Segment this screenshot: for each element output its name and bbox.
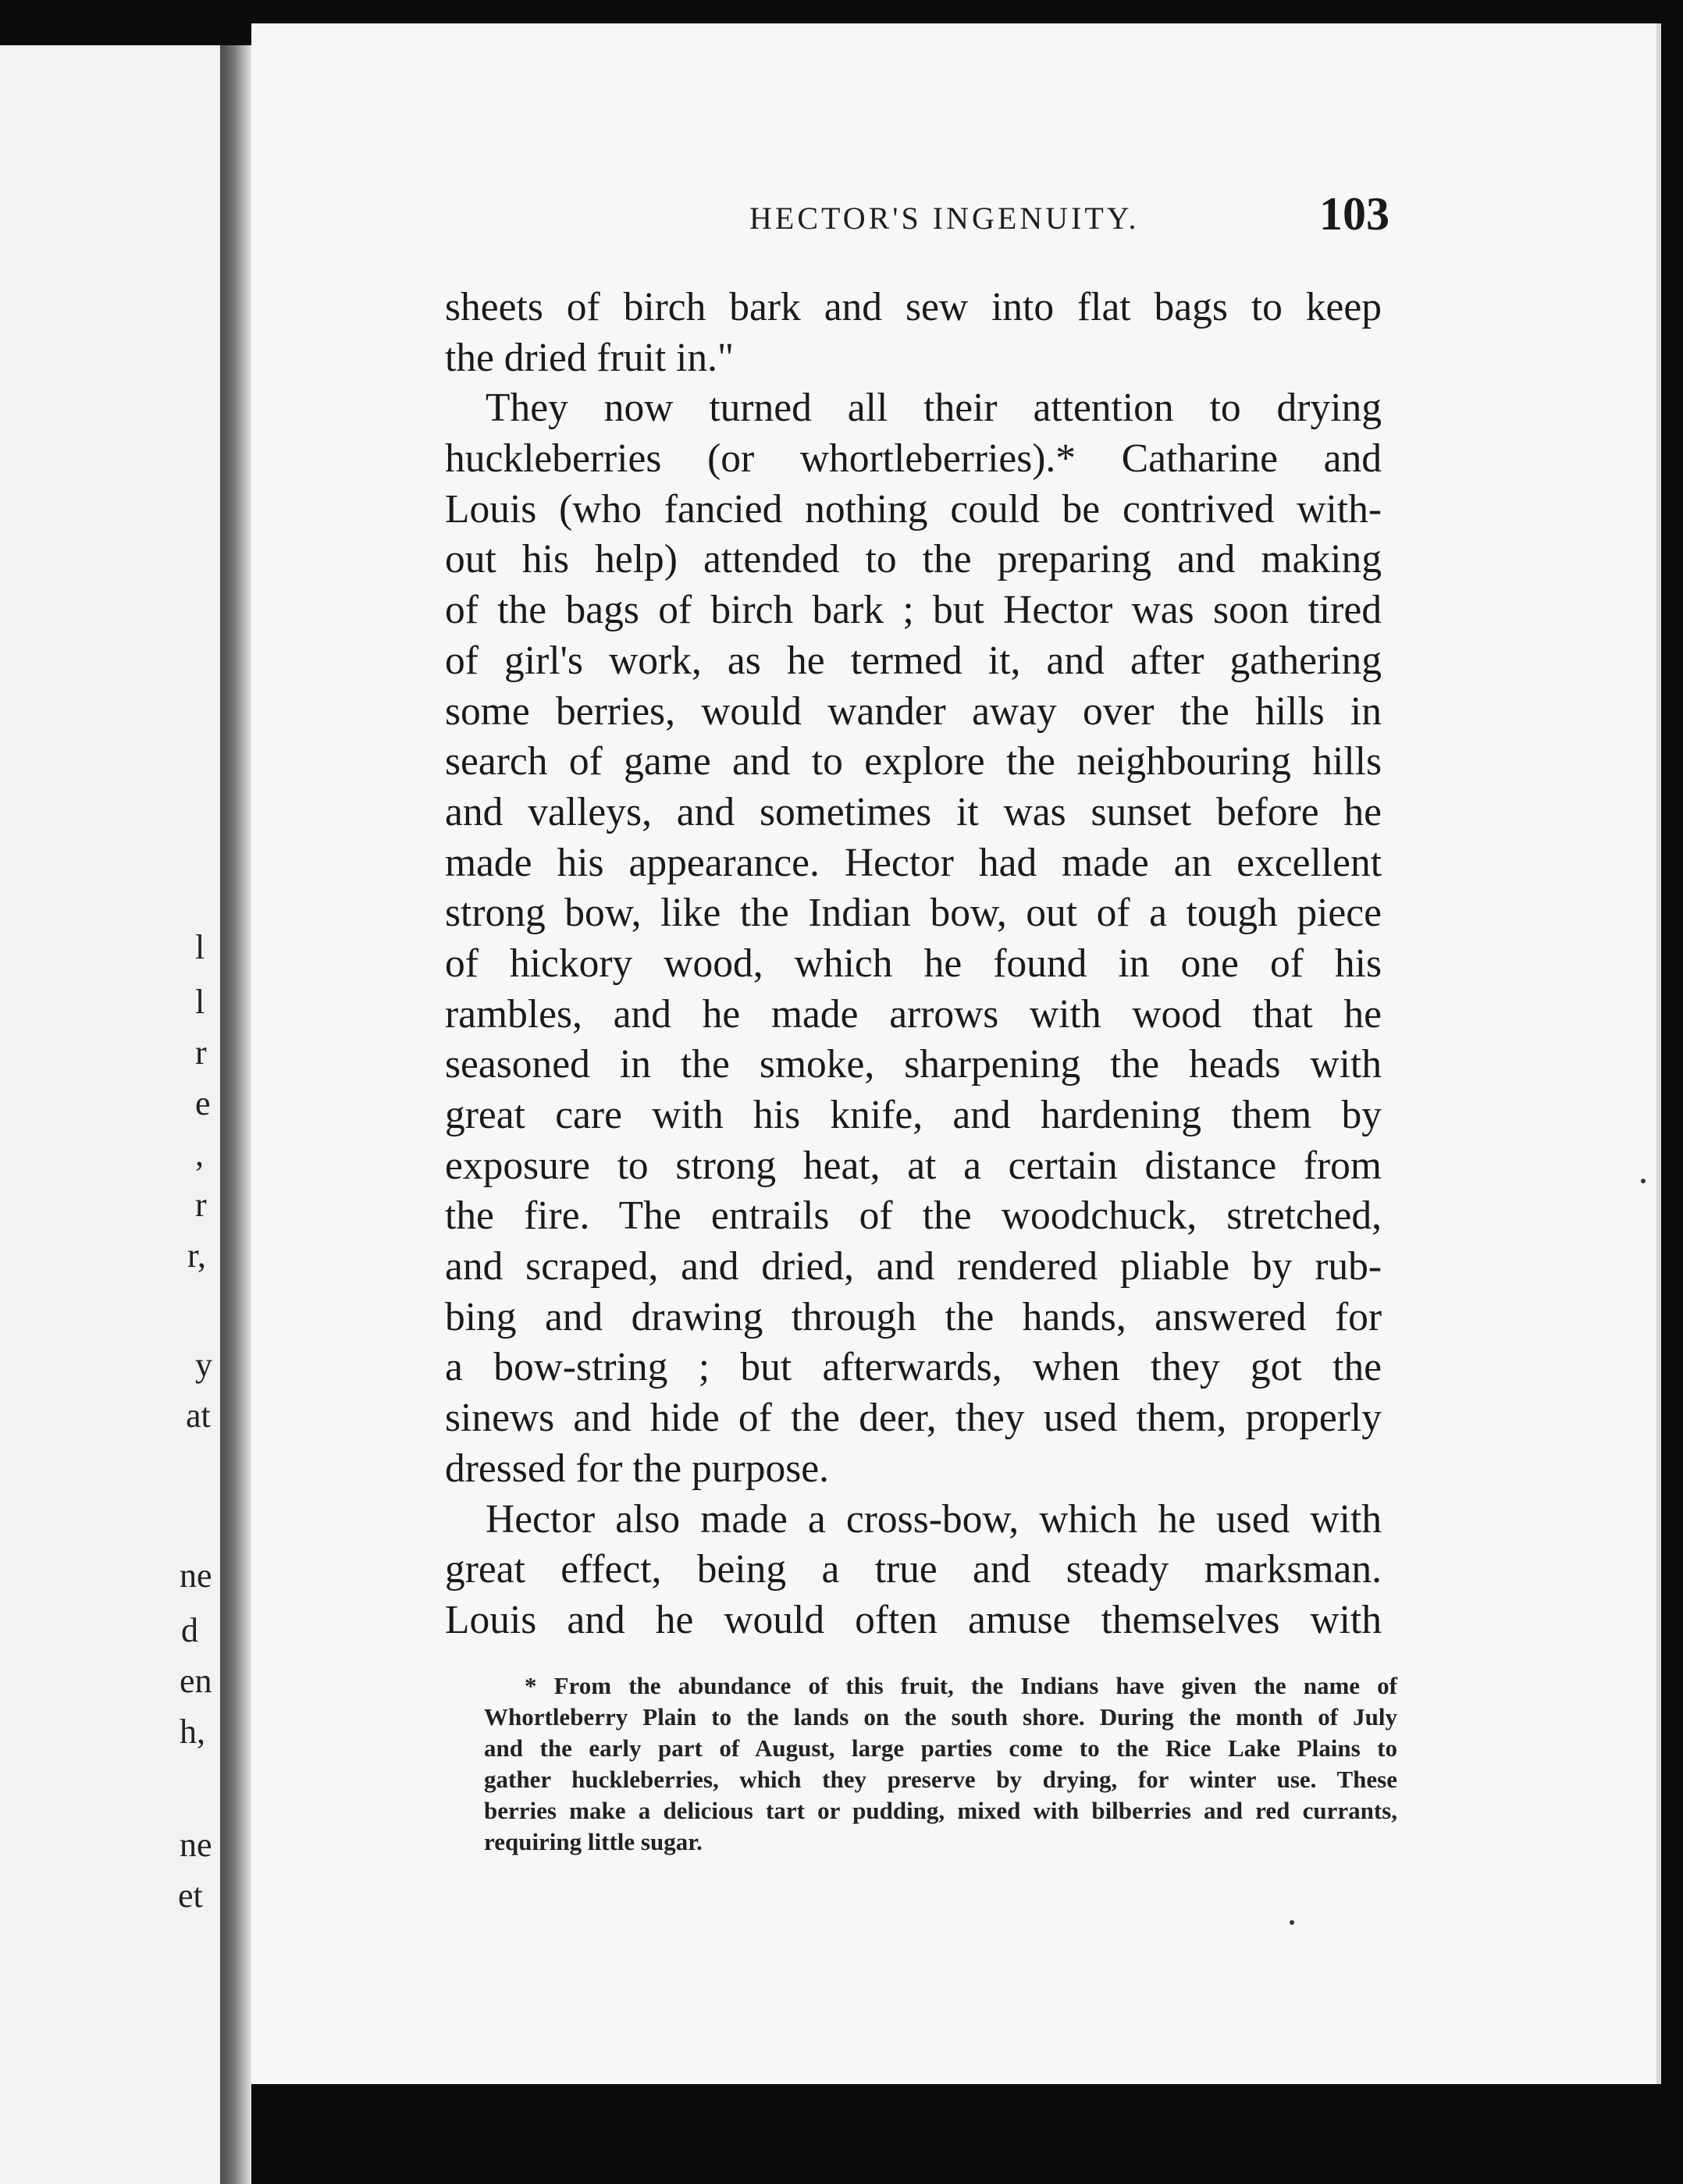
text-line: some berries, would wander away over the hills in [445,688,1382,734]
page-number: 103 [1319,188,1389,240]
text-line: sinews and hide of the deer, they used them, properly [445,1396,1382,1441]
print-speck [1290,1920,1294,1925]
text-line: They now turned all their attention to drying [486,386,1382,431]
text-line: out his help) attended to the preparing and making [445,537,1382,582]
text-line: the fire. The entrails of the woodchuck, stretched, [445,1193,1382,1239]
text-line: exposure to strong heat, at a certain distance from [445,1143,1382,1188]
book-gutter [220,45,251,2184]
text-line: rambles, and he made arrows with wood that he [445,991,1382,1037]
facing-page-fragment: h, [180,1713,205,1751]
text-line: and valleys, and sometimes it was sunset before he [445,789,1382,834]
text-line: Louis (who fancied nothing could be contrived with- [445,486,1382,532]
text-line: made his appearance. Hector had made an excellent [445,840,1382,885]
page-header [500,187,1397,242]
facing-page-fragment: at [186,1396,211,1435]
facing-page-fragment: y [195,1346,212,1384]
facing-page-fragment: l [195,928,205,966]
facing-page-fragment: , [195,1135,204,1173]
text-line: huckleberries (or whortleberries).* Catharine and [445,436,1382,482]
facing-page-edge [0,45,220,2184]
facing-page-fragment: r [195,1033,207,1072]
facing-page-fragment: r, [187,1236,206,1275]
facing-page-fragment: l [195,983,205,1021]
text-line: seasoned in the smoke, sharpening the heads with [445,1042,1382,1087]
text-line: strong bow, like the Indian bow, out of a tough piece [445,891,1382,936]
text-line: the dried fruit in." [445,335,734,380]
text-line: Hector also made a cross-bow, which he used with [486,1496,1382,1542]
footnote [484,1670,1397,1858]
footnote-line: requiring little sugar. [484,1828,703,1855]
text-line: bing and drawing through the hands, answered for [445,1294,1382,1339]
facing-page-fragment: ne [180,1556,212,1595]
facing-page-fragment: en [180,1662,212,1700]
facing-page-fragment: ne [180,1826,212,1864]
facing-page-fragment: e [195,1084,211,1122]
text-line: search of game and to explore the neighbouring hills [445,739,1382,784]
facing-page-fragment: et [178,1876,203,1915]
footnote-line: * From the abundance of this fruit, the Indians have given the name of [525,1672,1397,1699]
text-line: great effect, being a true and steady marksman. [445,1547,1382,1592]
running-head: HECTOR'S INGENUITY. [749,201,1140,236]
footnote-line: Whortleberry Plain to the lands on the south shore. During the month of July [484,1703,1397,1730]
print-speck [1641,1179,1646,1183]
text-line: and scraped, and dried, and rendered pliable by rub- [445,1244,1382,1289]
text-line: of the bags of birch bark ; but Hector was soon tired [445,588,1382,633]
footnote-line: and the early part of August, large parties come to the Rice Lake Plains to [484,1734,1397,1762]
facing-page-fragment: d [181,1611,198,1649]
text-line: dressed for the purpose. [445,1446,829,1491]
text-line: great care with his knife, and hardening them by [445,1093,1382,1137]
text-line: Louis and he would often amuse themselves with [445,1597,1382,1642]
body-text [445,283,1382,1646]
footnote-line: gather huckleberries, which they preserve by drying, for winter use. These [484,1766,1397,1793]
text-line: of girl's work, as he termed it, and after gathering [445,638,1382,683]
text-line: sheets of birch bark and sew into flat bags to keep [445,285,1382,329]
footnote-line: berries make a delicious tart or pudding, mixed with bilberries and red currants, [484,1797,1397,1824]
text-line: of hickory wood, which he found in one of his [445,941,1382,986]
facing-page-fragment: r [195,1186,207,1224]
text-line: a bow-string ; but afterwards, when they got the [445,1345,1382,1390]
